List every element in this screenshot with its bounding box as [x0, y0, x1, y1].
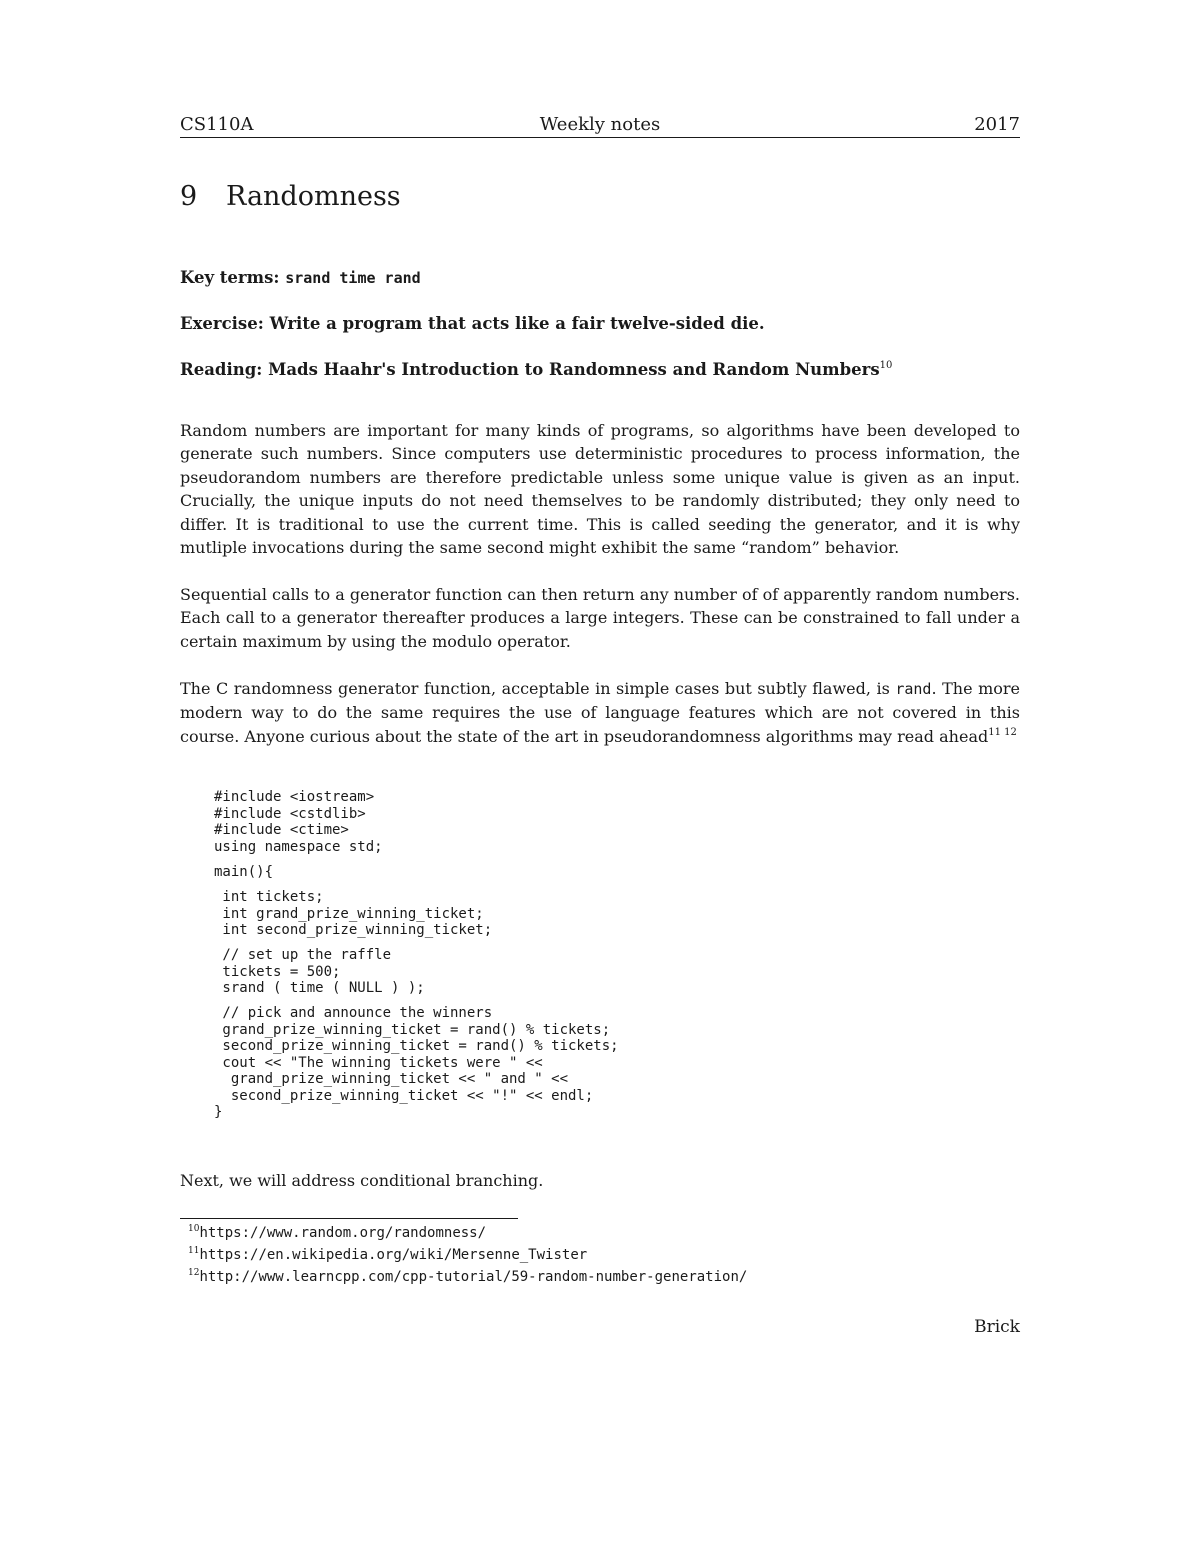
footnote-rule: [180, 1218, 518, 1219]
paragraph-c-rand-part2: . The more modern way to do the same requires the use of language features which are not covered in this course. Anyone curious about the state of the art in pseudorandomness algorithms may read ahead: [180, 679, 1020, 746]
code-declarations: int tickets; int grand_prize_winning_ticket; int second_prize_winning_ticket;: [222, 889, 493, 938]
footnote-10-link[interactable]: https://www.random.org/randomness/: [199, 1225, 487, 1241]
footer-author: Brick: [974, 1317, 1020, 1337]
code-includes: #include <iostream> #include <cstdlib> #include <ctime> using namespace std;: [214, 789, 383, 855]
running-header: [180, 113, 1020, 137]
footnote-10-mark: 10: [188, 1224, 200, 1234]
footnote-10: [188, 1222, 747, 1244]
reading-label: Reading:: [180, 360, 263, 379]
paragraph-c-rand: [180, 677, 1020, 748]
footnote-12: [188, 1266, 747, 1288]
footnote-11: [188, 1244, 747, 1266]
reading-text: Mads Haahr's Introduction to Randomness and Random Numbers: [268, 360, 880, 379]
reading: [180, 359, 892, 381]
paragraph-footnote-marks: 11 12: [988, 726, 1017, 738]
footnotes: [188, 1222, 747, 1288]
footnote-12-mark: 12: [188, 1268, 200, 1278]
paragraph-c-rand-part1: The C randomness generator function, acceptable in simple cases but subtly flawed, is: [180, 679, 896, 698]
code-announce: // pick and announce the winners grand_prize_winning_ticket = rand() % tickets; second_prize_winning_ticket = rand() % tickets; cout << "The winning tickets were " << grand_prize_winning_ticket << " and " << second_prize_winning_ticket << "!" << endl; }: [214, 1005, 619, 1120]
header-rule: [180, 137, 1020, 138]
paragraph-sequential: Sequential calls to a generator function can then return any number of of apparently random numbers. Each call to a generator thereafter produces a large integers. These can be constrained to fall under a certain maximum by using the modulo operator.: [180, 585, 1020, 651]
header-year: 2017: [974, 114, 1020, 135]
paragraph-intro: Random numbers are important for many kinds of programs, so algorithms have been developed to generate such numbers. Since computers use deterministic procedures to process information, the pseudorandom numbers are therefore predictable unless some unique value is given as an input. Crucially, the unique inputs do not need themselves to be randomly distributed; they only need to differ. It is traditional to use the current time. This is called seeding the generator, and it is why mutliple invocations during the same second might exhibit the same “random” behavior.: [180, 421, 1020, 558]
code-setup: // set up the raffle tickets = 500; srand ( time ( NULL ) );: [222, 947, 425, 996]
exercise-label: Exercise:: [180, 314, 264, 333]
section-title: [180, 180, 401, 214]
footnote-11-mark: 11: [188, 1246, 200, 1256]
reading-footnote-mark: 10: [879, 360, 893, 371]
inline-code-rand: rand: [895, 680, 932, 698]
footnote-12-link[interactable]: http://www.learncpp.com/cpp-tutorial/59-random-number-generation/: [199, 1269, 748, 1285]
paragraph-closing: Next, we will address conditional branching.: [180, 1171, 544, 1190]
header-course: CS110A: [180, 114, 254, 135]
footnote-11-link[interactable]: https://en.wikipedia.org/wiki/Mersenne_Twister: [199, 1247, 588, 1263]
key-terms: [180, 267, 421, 289]
key-terms-list: srand time rand: [285, 269, 421, 287]
exercise: [180, 313, 765, 335]
exercise-text: Write a program that acts like a fair twelve-sided die.: [269, 314, 765, 333]
section-number: 9: [180, 181, 198, 212]
code-main-open: main(){: [214, 864, 274, 880]
header-title: Weekly notes: [539, 114, 661, 135]
key-terms-label: Key terms:: [180, 268, 280, 287]
section-heading: Randomness: [226, 181, 401, 212]
